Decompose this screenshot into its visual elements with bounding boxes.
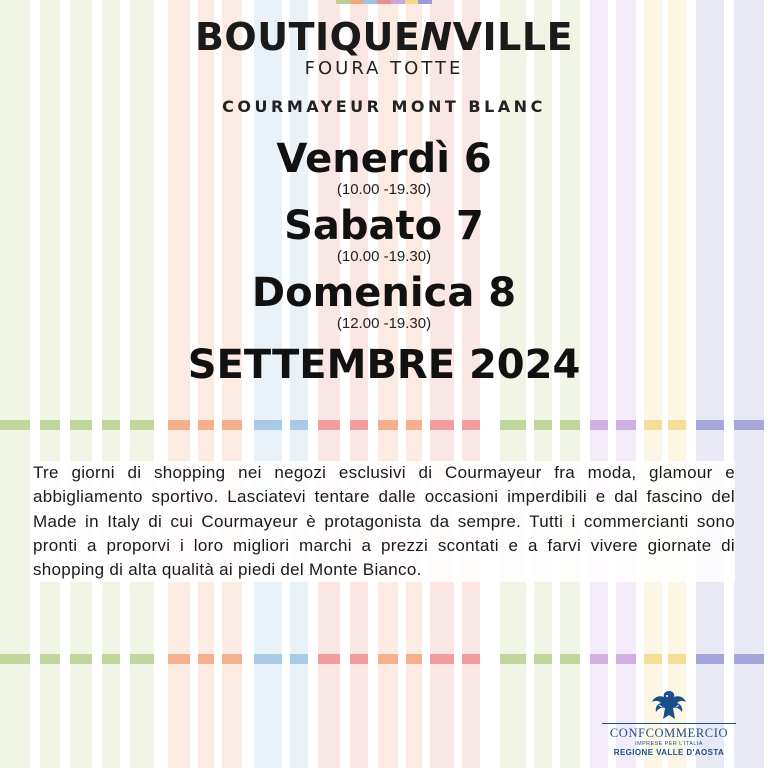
eagle-icon [649,688,689,722]
brand-subtitle: FOURA TOTTE [304,58,464,79]
brand-title-left: BOUTIQUE [194,15,421,59]
hours-sunday: (12.00 -19.30) [336,315,432,332]
logo-divider [602,723,736,724]
logo-name: CONFCOMMERCIO [609,726,729,740]
brand-title-right: VILLE [452,15,574,59]
brand-title-mid: N [420,15,453,59]
confcommercio-logo [600,688,738,762]
day-friday: Venerdì 6 [276,136,492,182]
logo-region: REGIONE VALLE D'AOSTA [613,748,725,757]
top-color-bar [336,0,432,4]
day-saturday: Sabato 7 [284,203,484,249]
event-month: SETTEMBRE 2024 [187,342,581,388]
day-sunday: Domenica 8 [251,270,517,316]
hours-friday: (10.00 -19.30) [336,181,432,198]
location-label: COURMAYEUR MONT BLANC [222,97,546,116]
event-description: Tre giorni di shopping nei negozi esclusivi di Courmayeur fra moda, glamour e abbigliamento sportivo. Lasciatevi tentare dalle occasioni imperdibili e dal fascino del Made in Italy di cui Courmayeur è protagonista da sempre. Tutti i commercianti sono pronti a proporvi i loro migliori marchi a prezzi scontati e a farvi vivere giornate di shopping di alta qualità ai piedi del Monte Bianco. [33,461,735,582]
logo-tagline: IMPRESE PER L'ITALIA [635,741,703,747]
brand-title [0,14,768,60]
hours-saturday: (10.00 -19.30) [336,248,432,265]
